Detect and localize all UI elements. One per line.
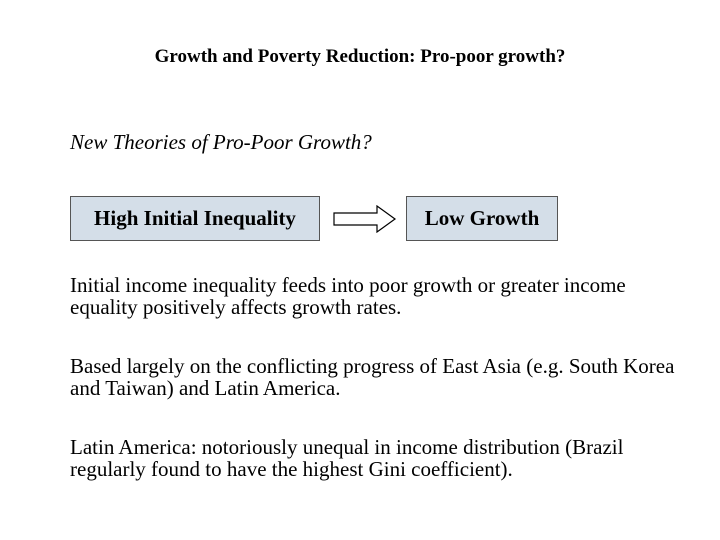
flow-box-low-growth [406,196,558,241]
flow-box-high-initial-inequality [70,196,320,241]
slide-subtitle: New Theories of Pro-Poor Growth? [70,130,372,154]
paragraph-2: Based largely on the conflicting progress of East Asia (e.g. South Korea and Taiwan) and Latin America. [70,354,675,400]
flow-box-label: Low Growth [424,206,540,230]
paragraph-1: Initial income inequality feeds into poor growth or greater income equality positively affects growth rates. [70,273,626,319]
flow-box-label: High Initial Inequality [94,206,296,230]
right-arrow-icon [333,205,397,233]
paragraph-3: Latin America: notoriously unequal in income distribution (Brazil regularly found to have the highest Gini coefficient). [70,435,624,481]
slide-title: Growth and Poverty Reduction: Pro-poor growth? [154,46,566,67]
